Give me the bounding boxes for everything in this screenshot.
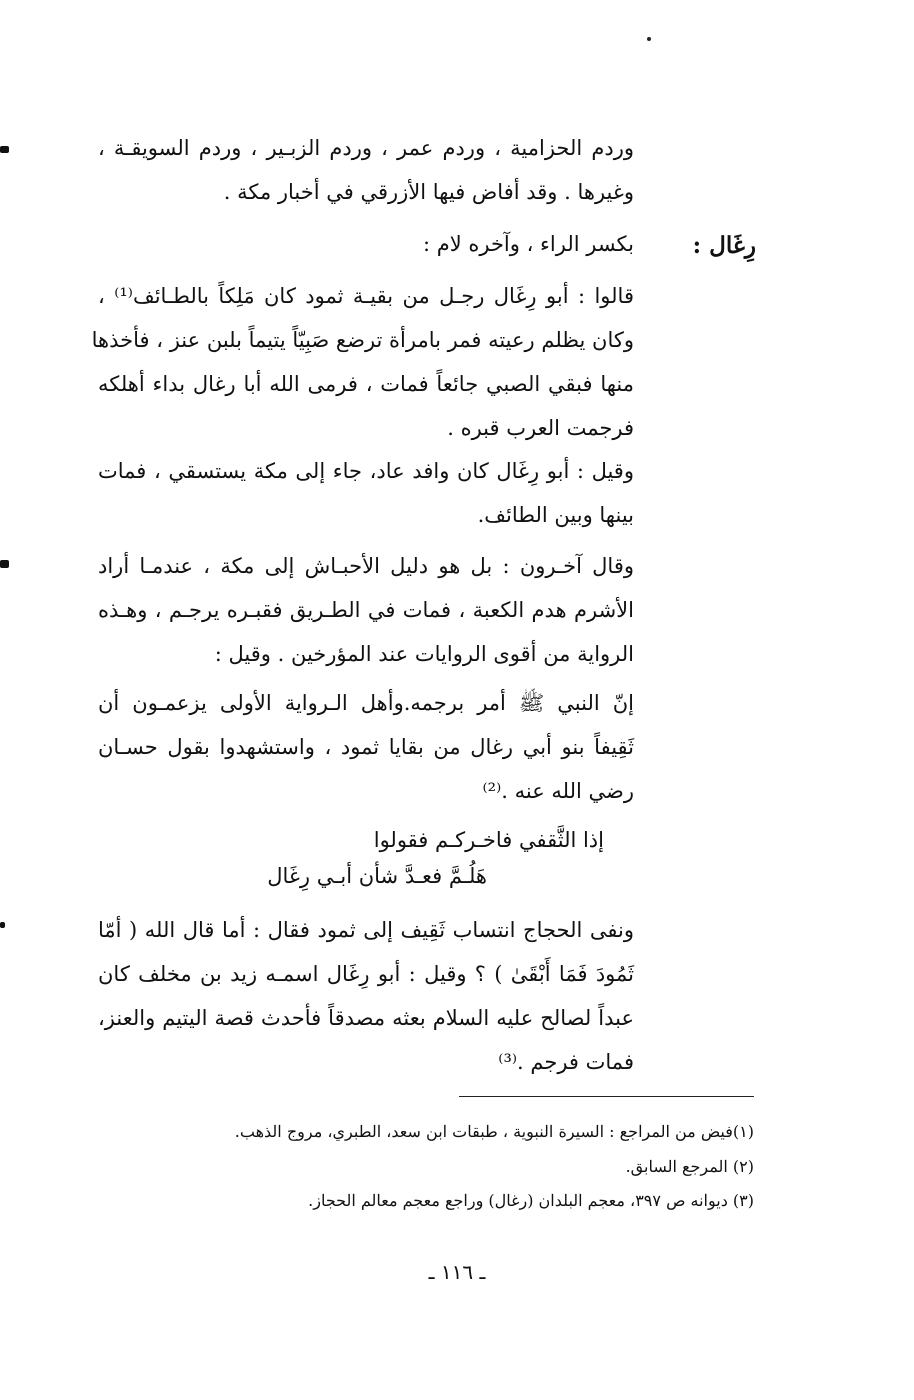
paragraph-5 [98, 544, 634, 676]
text-line: ونفى الحجاج انتساب ثَقِيف إلى ثمود فقال : أما قال الله ( أمّا [98, 918, 634, 942]
edge-mark [0, 560, 9, 568]
text-line: وقيل : أبو رِغَال كان وافد عاد، جاء إلى مكة يستسقي ، فمات [98, 459, 634, 483]
text-line: إنّ النبي ﷺ أمر برجمه.وأهل الـرواية الأولى يزعمـون أن [98, 691, 634, 715]
paragraph-7 [98, 908, 634, 1084]
text-line: وردم الحزامية ، وردم عمر ، وردم الزبـير ، وردم السويقـة ، [98, 136, 634, 160]
paragraph-2 [98, 222, 634, 266]
text-line: قالوا : أبو رِغَال رجـل من بقيـة ثمود كان مَلِكاً بالطـائف⁽¹⁾ ، [98, 284, 634, 308]
footnote-1: (١)فيض من المراجع : السيرة النبوية ، طبقات ابن سعد، الطبري، مروج الذهب. [234, 1122, 754, 1141]
footnote-2: (٢) المرجع السابق. [625, 1157, 754, 1176]
text-line: فرجمت العرب قبره . [447, 416, 634, 440]
text-line: وغيرها . وقد أفاض فيها الأزرقي في أخبار مكة . [223, 180, 634, 204]
text-line: الأشرم هدم الكعبة ، فمات في الطـريق فقبـره يرجـم ، وهـذه [98, 598, 634, 622]
verse-line-2: هَلُـمَّ فعـدَّ شأن أبـي رِغَال [267, 864, 487, 888]
footnote-separator [459, 1096, 754, 1097]
paragraph-1 [98, 126, 634, 214]
verse-line-1: إذا الثَّقفي فاخـركـم فقولوا [373, 828, 604, 852]
text-line: رضي الله عنه .⁽²⁾ [482, 779, 634, 803]
edge-mark [0, 146, 9, 153]
text-line: الرواية من أقوى الروايات عند المؤرخين . وقيل : [214, 642, 634, 666]
paragraph-3 [91, 274, 634, 450]
text-line: وقال آخـرون : بل هو دليل الأحبـاش إلى مكة ، عندمـا أراد [98, 554, 634, 578]
text-line: فمات فرجم .⁽³⁾ [498, 1050, 634, 1074]
text-line: منها فبقي الصبي جائعاً فمات ، فرمى الله أبا رغال بداء أهلكه [98, 372, 634, 396]
text-line: بينها وبين الطائف. [477, 503, 634, 527]
text-line: وكان يظلم رعيته فمر بامرأة ترضع صَبِيّاً يتيماً بلبن عنز ، فأخذها [91, 328, 634, 352]
edge-mark [0, 922, 5, 928]
text-line: ثَقِيفاً بنو أبي رغال من بقايا ثمود ، واستشهدوا بقول حسـان [98, 735, 634, 759]
paragraph-4 [98, 449, 634, 537]
footnote-3: (٣) ديوانه ص ٣٩٧، معجم البلدان (رغال) وراجع معجم معالم الحجاز. [308, 1191, 754, 1210]
text-line: بكسر الراء ، وآخره لام : [422, 232, 634, 256]
entry-headword: رِغَال : [692, 232, 756, 259]
text-line: ثَمُودَ فَمَا أَبْقَىٰ ) ؟ وقيل : أبو رِغَال اسمـه زيد بن مخلف كان [98, 962, 634, 986]
paragraph-6 [98, 681, 634, 813]
page-number: ـ ١١٦ ـ [428, 1260, 486, 1284]
page-speck [647, 37, 651, 41]
text-line: عبداً لصالح عليه السلام بعثه مصدقاً فأحدث قصة اليتيم والعنز، [98, 1006, 634, 1030]
